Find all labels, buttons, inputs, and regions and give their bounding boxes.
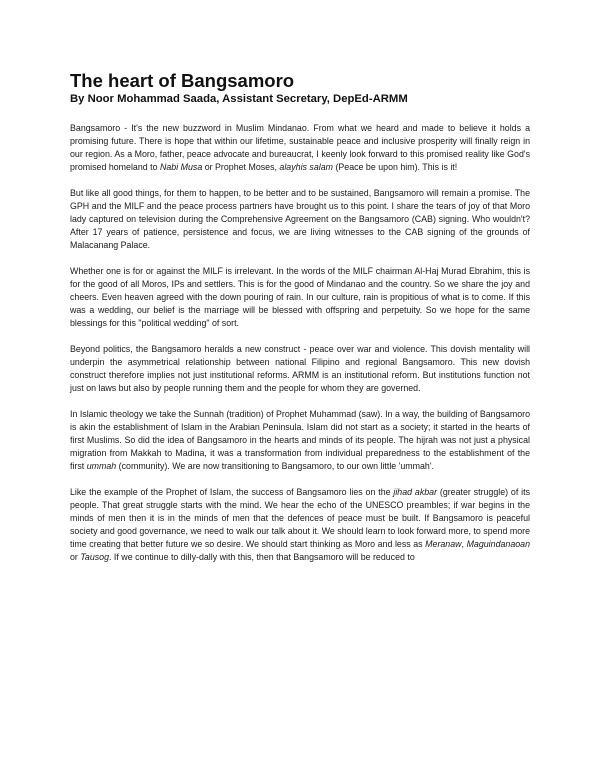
paragraph-2: But like all good things, for them to happen, to be better and to be sustained, Bangsamoro will remain a promise. The GPH and the MILF and the peace process partners have brought us to this point. I share the tears of joy of that Moro lady captured on television during the Comprehensive Agreement on the Bangsamoro (CAB) signing. Who wouldn't? After 17 years of patience, persistence and focus, we are living witnesses to the CAB signing of the grounds of Malacanang Palace.: [70, 188, 530, 250]
paragraph-3: Whether one is for or against the MILF is irrelevant. In the words of the MILF chairman Al-Haj Murad Ebrahim, this is for the good of all Moros, IPs and settlers. This is for the good of Mindanao and the country. So we share the joy and cheers. Even heaven agreed with the down pouring of rain. In our culture, rain is propitious of what is to come. If this was a wedding, our belief is the marriage will be blessed with offspring and perpetuity. So we hope for the same blessings for this "political wedding" of sort.: [70, 266, 530, 328]
article-title: The heart of Bangsamoro: [70, 70, 295, 91]
paragraph-5: In Islamic theology we take the Sunnah (tradition) of Prophet Muhammad (saw). In a way, the building of Bangsamoro is akin the establishment of Islam in the Arabian Peninsula. Islam did not start as a society; it started in the hearts of first Muslims. So did the idea of Bangsamoro in the hearts and minds of its people. The hijrah was not just a physical migration from Makkah to Madina, it was a transformation from individual preparedness to the establishment of the first ummah (community). We are now transitioning to Bangsamoro, to our own little 'ummah'.: [70, 409, 530, 471]
paragraph-1: Bangsamoro - It's the new buzzword in Muslim Mindanao. From what we heard and made to believe it holds a promising future. There is hope that within our lifetime, sustainable peace and inclusive prosperity will finally reign in our region. As a Moro, father, peace advocate and bureaucrat, I keenly look forward to this promised reality like God's promised homeland to Nabi Musa or Prophet Moses, alayhis salam (Peace be upon him). This is it!: [70, 123, 530, 172]
paragraph-4: Beyond politics, the Bangsamoro heralds a new construct - peace over war and violence. This dovish mentality will underpin the asymmetrical relationship between national Filipino and regional Bangsamoro. This new dovish construct therefore implies not just institutional reforms. ARMM is an institutional reform. But institutions function not just on laws but also by people running them and the people for whom they are governed.: [70, 344, 530, 393]
paragraph-6: Like the example of the Prophet of Islam, the success of Bangsamoro lies on the jihad akbar (greater struggle) of its people. That great struggle starts with the mind. We hear the echo of the UNESCO preambles; if war begins in the minds of men then it is in the minds of men that the defences of peace must be built. If Bangsamoro is peaceful society and good governance, we need to walk our talk about it. We should learn to look forward more, to spend more time creating that better future we so desire. We should start thinking as Moro and less as Meranaw, Maguindanaoan or Tausog. If we continue to dilly-dally with this, then that Bangsamoro will be reduced to: [70, 487, 530, 562]
article-byline: By Noor Mohammad Saada, Assistant Secretary, DepEd-ARMM: [70, 93, 408, 105]
article-body: [70, 122, 530, 564]
